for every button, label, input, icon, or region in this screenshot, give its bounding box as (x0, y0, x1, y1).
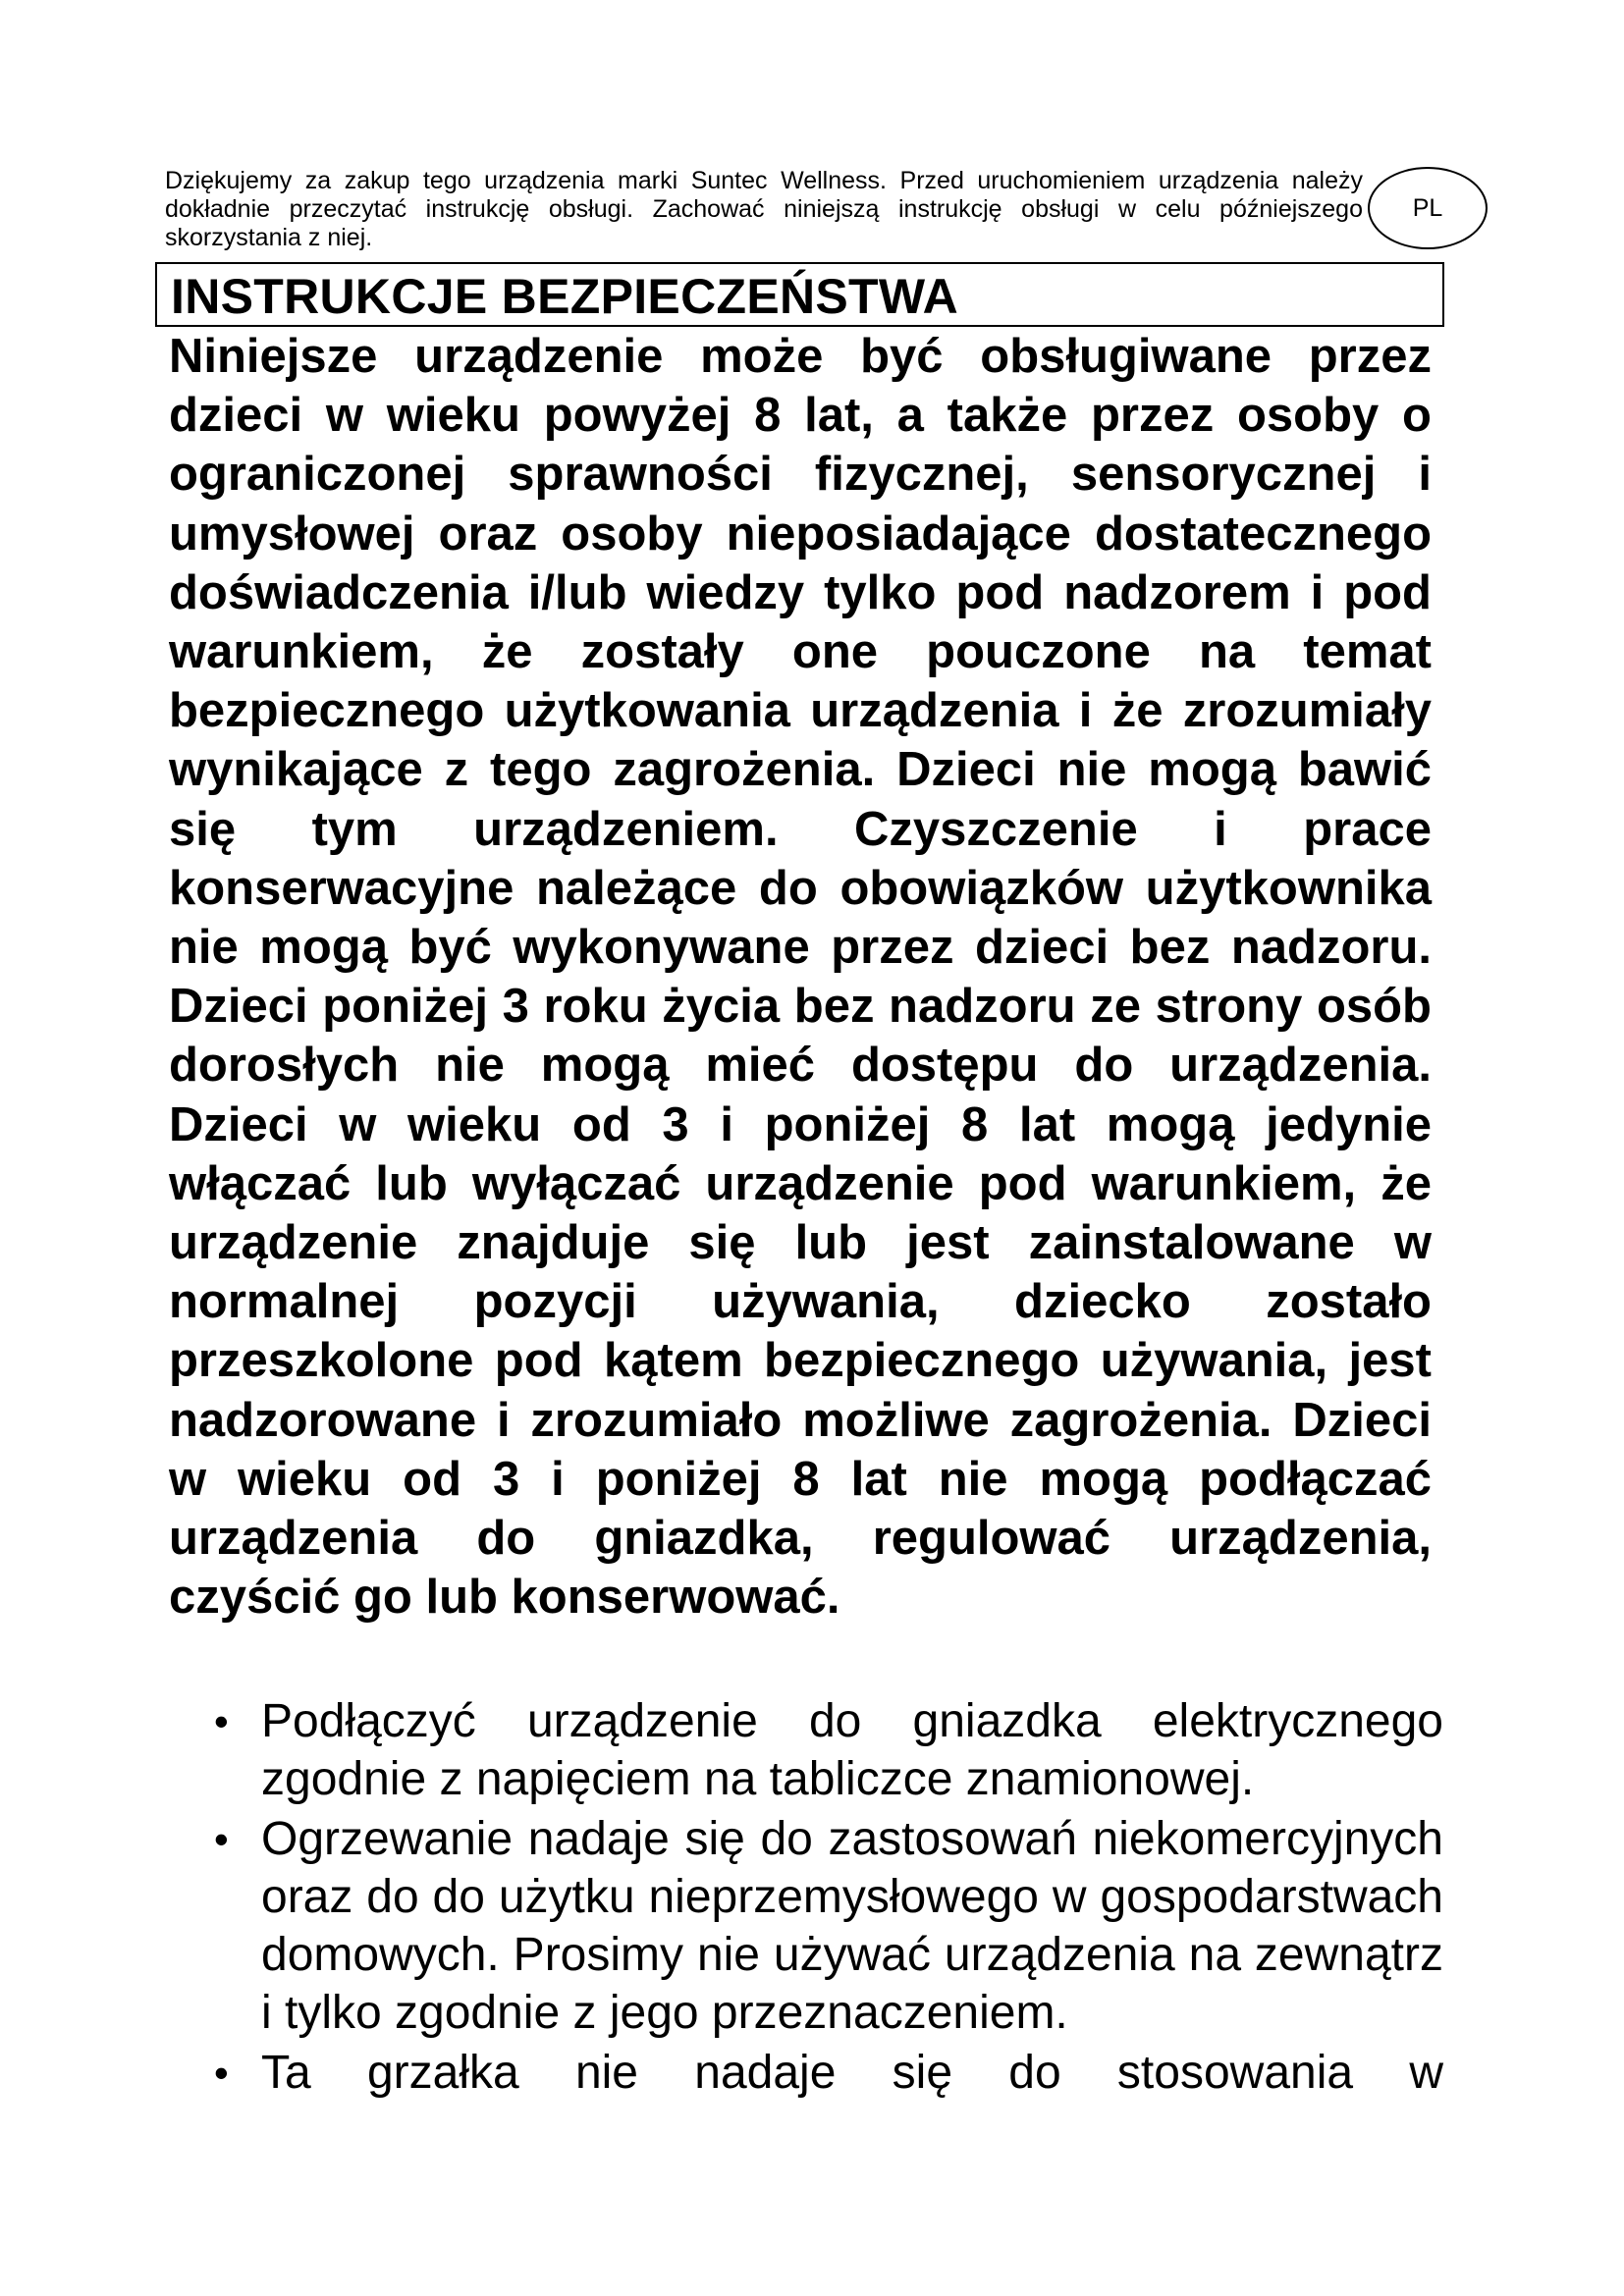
section-title: INSTRUKCJE BEZPIECZEŃSTWA (171, 269, 959, 324)
bullet-icon: • (214, 1816, 229, 1862)
intro-paragraph: Dziękujemy za zakup tego urządzenia marki Suntec Wellness. Przed uruchomieniem urządzenia należy dokładnie przeczytać instrukcję obsługi. Zachować niniejszą instrukcję obsługi w celu późniejszego skorzystania z niej. (165, 167, 1363, 251)
list-item-text: Podłączyć urządzenie do gniazdka elektrycznego zgodnie z napięciem na tabliczce znamionowej. (261, 1695, 1443, 1805)
list-item-text: Ogrzewanie nadaje się do zastosowań niekomercyjnych oraz do do użytku nieprzemysłowego w gospodarstwach domowych. Prosimy nie używać urządzenia na zewnątrz i tylko zgodnie z jego przeznaczeniem. (261, 1813, 1443, 2039)
language-badge (1368, 167, 1488, 249)
safety-warning-paragraph: Niniejsze urządzenie może być obsługiwane przez dzieci w wieku powyżej 8 lat, a także przez osoby o ograniczonej sprawności fizycznej, sensorycznej i umysłowej oraz osoby nieposiadające dostatecznego doświadczenia i/lub wiedzy tylko pod nadzorem i pod warunkiem, że zostały one pouczone na temat bezpiecznego użytkowania urządzenia i że zrozumiały wynikające z tego zagrożenia. Dzieci nie mogą bawić się tym urządzeniem. Czyszczenie i prace konserwacyjne należące do obowiązków użytkownika nie mogą być wykonywane przez dzieci bez nadzoru. Dzieci poniżej 3 roku życia bez nadzoru ze strony osób dorosłych nie mogą mieć dostępu do urządzenia. Dzieci w wieku od 3 i poniżej 8 lat mogą jedynie włączać lub wyłączać urządzenie pod warunkiem, że urządzenie znajduje się lub jest zainstalowane w normalnej pozycji używania, dziecko zostało przeszkolone pod kątem bezpiecznego używania, jest nadzorowane i zrozumiało możliwe zagrożenia. Dzieci w wieku od 3 i poniżej 8 lat nie mogą podłączać urządzenia do gniazdka, regulować urządzenia, czyścić go lub konserwować. (169, 330, 1432, 1625)
list-item-text: Ta grzałka nie nadaje się do stosowania w (261, 2047, 1443, 2099)
bullet-icon: • (214, 1698, 229, 1744)
language-badge-label: PL (1412, 193, 1443, 222)
bullet-icon: • (214, 2050, 229, 2096)
list-item (214, 1810, 1443, 2042)
safety-bullet-list (214, 1692, 1443, 2104)
list-item (214, 2044, 1443, 2102)
list-item (214, 1692, 1443, 1808)
section-header-box (155, 262, 1444, 327)
